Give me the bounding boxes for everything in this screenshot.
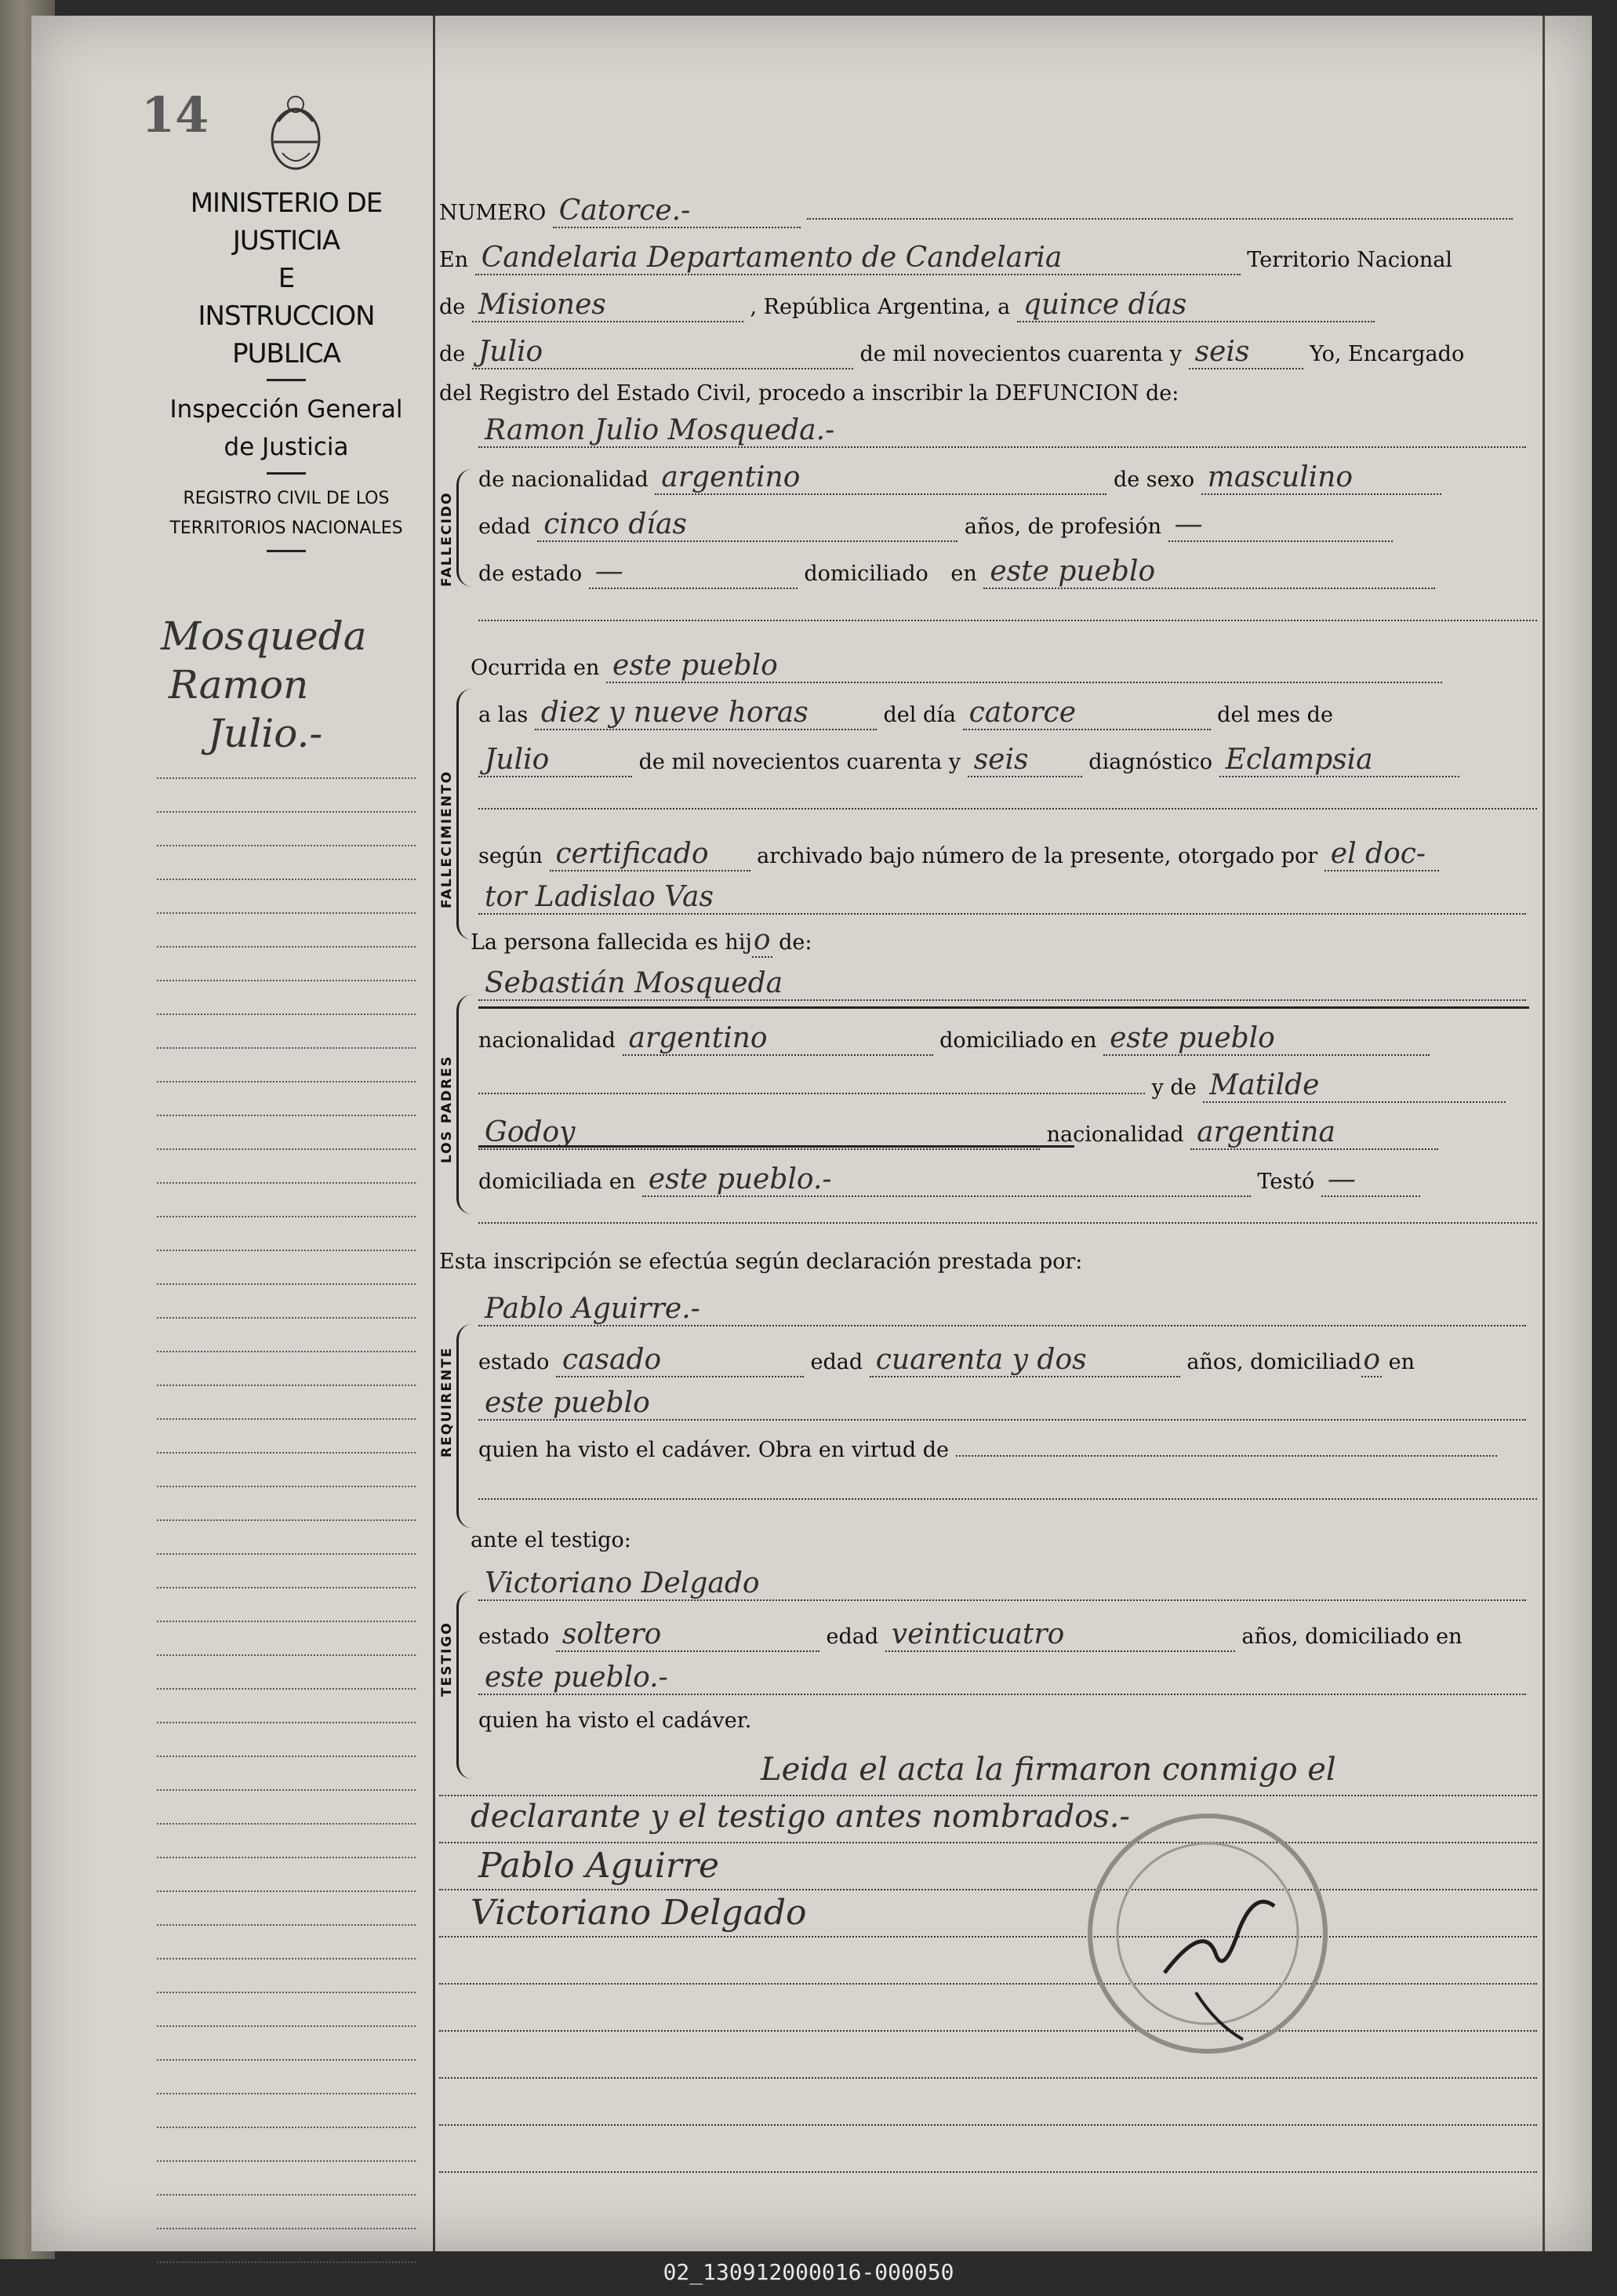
en-label: en (1388, 1350, 1415, 1374)
del-mes-label: del mes de (1217, 703, 1333, 727)
profesion-label: años, de profesión (964, 515, 1162, 539)
madre-nombre: Matilde (1203, 1069, 1506, 1103)
test-dom-row (478, 1661, 1537, 1693)
nacionalidad-label: nacionalidad (478, 1028, 616, 1053)
testigo-intro: ante el testigo: (471, 1528, 631, 1552)
year-value: seis (1189, 336, 1303, 369)
doctor-row (478, 881, 1537, 912)
doctor-value: tor Ladislao Vas (478, 881, 1526, 915)
nacionalidad-label: nacionalidad (1046, 1123, 1184, 1147)
numero-label: NUMERO (439, 201, 547, 225)
padre-nombre: Sebastián Mosqueda (478, 967, 1526, 1001)
edad-row (478, 508, 1537, 540)
ministry-line: Inspección General (169, 395, 403, 424)
req-domicilio: este pueblo (478, 1387, 1526, 1421)
madre-row (478, 1069, 1537, 1101)
req-anios-suffix: o (1363, 1344, 1380, 1376)
divider (267, 472, 306, 475)
estado-label: de estado (478, 562, 583, 586)
ministry-line: TERRITORIOS NACIONALES (169, 519, 403, 538)
y-de-label: y de (1151, 1075, 1197, 1100)
ministry-line: INSTRUCCION PUBLICA (198, 300, 375, 369)
deceased-name: Ramon Julio Mosqueda.- (478, 414, 1526, 448)
ministry-line: de Justicia (223, 433, 349, 461)
estado-label: estado (478, 1625, 550, 1649)
anio-value: seis (968, 744, 1082, 777)
certificado-row (478, 838, 1537, 869)
inscripcion-label: Esta inscripción se efectúa según declaración prestada por: (439, 1250, 1083, 1274)
month-value: Julio (472, 336, 853, 369)
margin-annotation-line: Mosqueda (161, 613, 367, 659)
hora-row (478, 697, 1537, 728)
dia-value: catorce (963, 697, 1211, 730)
margin-annotation-line: Ramon (169, 662, 309, 708)
testigo-intro-row (471, 1528, 1537, 1559)
madre-dom-row (478, 1163, 1537, 1195)
image-caption: 02_130912000016-000050 (663, 2259, 954, 2285)
year-label: de mil novecientos cuarenta y (859, 342, 1182, 366)
ministry-header (153, 184, 420, 562)
visto-label: quien ha visto el cadáver. (478, 1708, 752, 1733)
page-right-border (1543, 16, 1545, 2251)
section-label-testigo: TESTIGO (439, 1621, 455, 1697)
nacionalidad-value: argentino (655, 461, 1106, 495)
testo-label: Testó (1257, 1170, 1315, 1194)
visto-label: quien ha visto el cadáver. Obra en virtud de (478, 1438, 950, 1462)
en-label: En (439, 248, 469, 272)
profesion-value: — (1168, 508, 1393, 542)
edad-label: edad (826, 1625, 879, 1649)
ministry-line: E (278, 263, 295, 294)
sexo-label: de sexo (1113, 468, 1195, 492)
closing-line: Leida el acta la firmaron conmigo el (761, 1752, 1336, 1788)
hijo-row (471, 924, 1537, 955)
territorio-label: Territorio Nacional (1247, 248, 1452, 272)
estado-value: — (589, 555, 798, 589)
req-visto-row (478, 1438, 1537, 1469)
yo-label: Yo, Encargado (1310, 342, 1465, 366)
req-dom-row (478, 1387, 1537, 1418)
divider (267, 550, 306, 552)
ministry-line: MINISTERIO DE JUSTICIA (190, 187, 383, 257)
madre-domicilio: este pueblo.- (642, 1163, 1251, 1197)
section-label-padres: LOS PADRES (439, 1055, 455, 1163)
edad-value: cinco días (537, 508, 957, 542)
padre-nacionalidad: argentino (623, 1022, 933, 1056)
locality-value: Candelaria Departamento de Candelaria (475, 242, 1241, 275)
diagnostico-value: Eclampsia (1219, 744, 1459, 777)
segun-value: certificado (550, 838, 750, 871)
numero-value: Catorce.- (553, 195, 801, 228)
margin-ruled-lines (157, 745, 416, 2236)
sexo-value: masculino (1201, 461, 1441, 495)
domiciliado-label: domiciliado en (939, 1028, 1097, 1053)
fallecido-name-row (478, 414, 1537, 446)
test-estado-row (478, 1618, 1537, 1650)
territory-value: Misiones (472, 289, 743, 322)
estado-row (478, 555, 1537, 587)
edad-label: edad (478, 515, 531, 539)
padre-row (478, 967, 1537, 999)
ministry-line: REGISTRO CIVIL DE LOS (183, 489, 390, 508)
padre-nac-row (478, 1022, 1537, 1053)
en-label: en (950, 562, 977, 586)
ocurrida-value: este pueblo (606, 650, 1442, 683)
otorgado-value: el doc- (1324, 838, 1439, 871)
anios-label: años, domiciliado en (1241, 1625, 1463, 1649)
de-label: de (439, 295, 466, 319)
anios-label: años, domiciliad (1186, 1350, 1362, 1374)
signature-requirente: Pablo Aguirre (478, 1846, 720, 1886)
req-edad-value: cuarenta y dos (870, 1344, 1180, 1377)
madre-apellido: Godoy (478, 1116, 1040, 1150)
req-estado-row (478, 1344, 1537, 1375)
edad-label: edad (810, 1350, 863, 1374)
closing-line: declarante y el testigo antes nombrados.- (471, 1799, 1130, 1835)
domiciliado-value: este pueblo (983, 555, 1435, 589)
domiciliada-label: domiciliada en (478, 1170, 636, 1194)
test-visto-row (478, 1708, 1537, 1740)
de-label: de: (779, 930, 812, 955)
testigo-nombre: Victoriano Delgado (478, 1567, 1526, 1601)
test-estado-value: soltero (556, 1618, 819, 1652)
registry-stamp-icon (1078, 1804, 1337, 2063)
nacionalidad-row (478, 461, 1537, 493)
test-domicilio: este pueblo.- (478, 1661, 1526, 1695)
registro-row (439, 381, 1537, 413)
estado-label: estado (478, 1350, 550, 1374)
segun-label: según (478, 844, 543, 868)
test-edad-value: veinticuatro (885, 1618, 1235, 1652)
hijo-suffix: o (753, 924, 771, 956)
nacionalidad-label: de nacionalidad (478, 468, 649, 492)
mes-value: Julio (478, 744, 632, 777)
a-las-label: a las (478, 703, 529, 727)
del-dia-label: del día (883, 703, 956, 727)
divider (267, 379, 306, 381)
section-label-fallecimiento: FALLECIMIENTO (439, 770, 455, 908)
registro-label: del Registro del Estado Civil, procedo a inscribir la DEFUNCION de: (439, 381, 1179, 406)
en-row (439, 242, 1537, 273)
req-estado-value: casado (556, 1344, 804, 1377)
ocurrida-label: Ocurrida en (471, 656, 600, 680)
margin-annotation (161, 612, 412, 758)
domiciliado-label: domiciliado (804, 562, 928, 586)
republica-label: , República Argentina, a (750, 295, 1011, 319)
diagnostico-label: diagnóstico (1088, 750, 1212, 774)
padre-domicilio: este pueblo (1103, 1022, 1430, 1056)
numero-row (439, 195, 1537, 226)
date-row (439, 336, 1537, 367)
de-label: de (439, 342, 466, 366)
testo-value: — (1321, 1163, 1420, 1197)
testigo-row (478, 1567, 1537, 1599)
margin-annotation-line: Julio.- (208, 711, 323, 756)
territory-row (439, 289, 1537, 320)
madre-nac-row (478, 1116, 1537, 1148)
fecha-row (478, 744, 1537, 775)
section-label-requirente: REQUIRENTE (439, 1346, 455, 1457)
inscripcion-row (439, 1250, 1537, 1281)
hora-value: diez y nueve horas (535, 697, 877, 730)
national-seal-icon (263, 90, 329, 176)
signature-testigo: Victoriano Delgado (471, 1893, 807, 1933)
day-value: quince días (1017, 289, 1375, 322)
anio-label: de mil novecientos cuarenta y (638, 750, 961, 774)
ocurrida-row (471, 650, 1537, 681)
section-label-fallecido: FALLECIDO (439, 491, 455, 587)
archivado-label: archivado bajo número de la presente, otorgado por (757, 844, 1318, 868)
madre-nacionalidad: argentina (1190, 1116, 1438, 1150)
page-number: 14 (141, 86, 209, 144)
requirente-row (478, 1293, 1537, 1324)
requirente-nombre: Pablo Aguirre.- (478, 1293, 1526, 1326)
hijo-label: La persona fallecida es hij (471, 930, 752, 955)
